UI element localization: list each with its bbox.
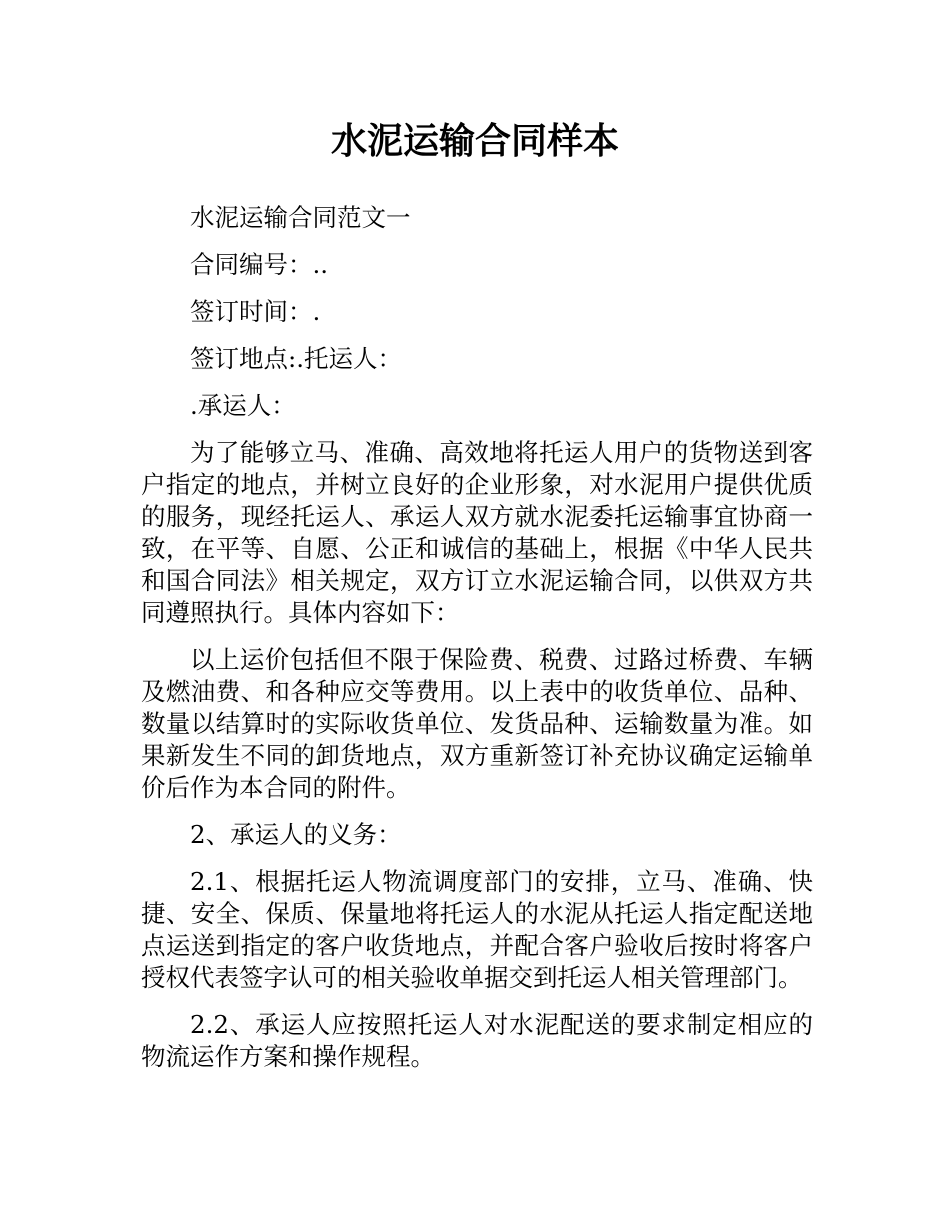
- clause-2-1-paragraph: 2.1、根据托运人物流调度部门的安排，立马、准确、快捷、安全、保质、保量地将托运人的水泥从托运人指定配送地点运送到指定的客户收货地点，并配合客户验收后按时将客户授权代表签字认可的相关验收单据交到托运人相关管理部门。: [141, 867, 813, 992]
- document-body: [141, 202, 813, 1088]
- freight-rate-paragraph: 以上运价包括但不限于保险费、税费、过路过桥费、车辆及燃油费、和各种应交等费用。以上表中的收货单位、品种、数量以结算时的实际收货单位、发货品种、运输数量为准。如果新发生不同的卸货地点，双方重新签订补充协议确定运输单价后作为本合同的附件。: [141, 645, 813, 802]
- contract-number-line: 合同编号：..: [190, 250, 329, 279]
- signing-place-line: 签订地点:.托运人：: [190, 344, 403, 373]
- section-heading-carrier-obligations: 2、承运人的义务：: [190, 820, 402, 849]
- subtitle-paragraph: 水泥运输合同范文一: [190, 203, 411, 232]
- document-title: 水泥运输合同样本: [330, 121, 619, 162]
- carrier-line: .承运人：: [190, 391, 296, 420]
- preamble-paragraph: 为了能够立马、准确、高效地将托运人用户的货物送到客户指定的地点，并树立良好的企业形象，对水泥用户提供优质的服务，现经托运人、承运人双方就水泥委托运输事宜协商一致，在平等、自愿、公正和诚信的基础上，根据《中华人民共和国合同法》相关规定，双方订立水泥运输合同，以供双方共同遵照执行。具体内容如下：: [141, 438, 813, 627]
- signing-time-line: 签订时间：.: [190, 297, 321, 326]
- clause-2-2-paragraph: 2.2、承运人应按照托运人对水泥配送的要求制定相应的物流运作方案和操作规程。: [141, 1010, 813, 1071]
